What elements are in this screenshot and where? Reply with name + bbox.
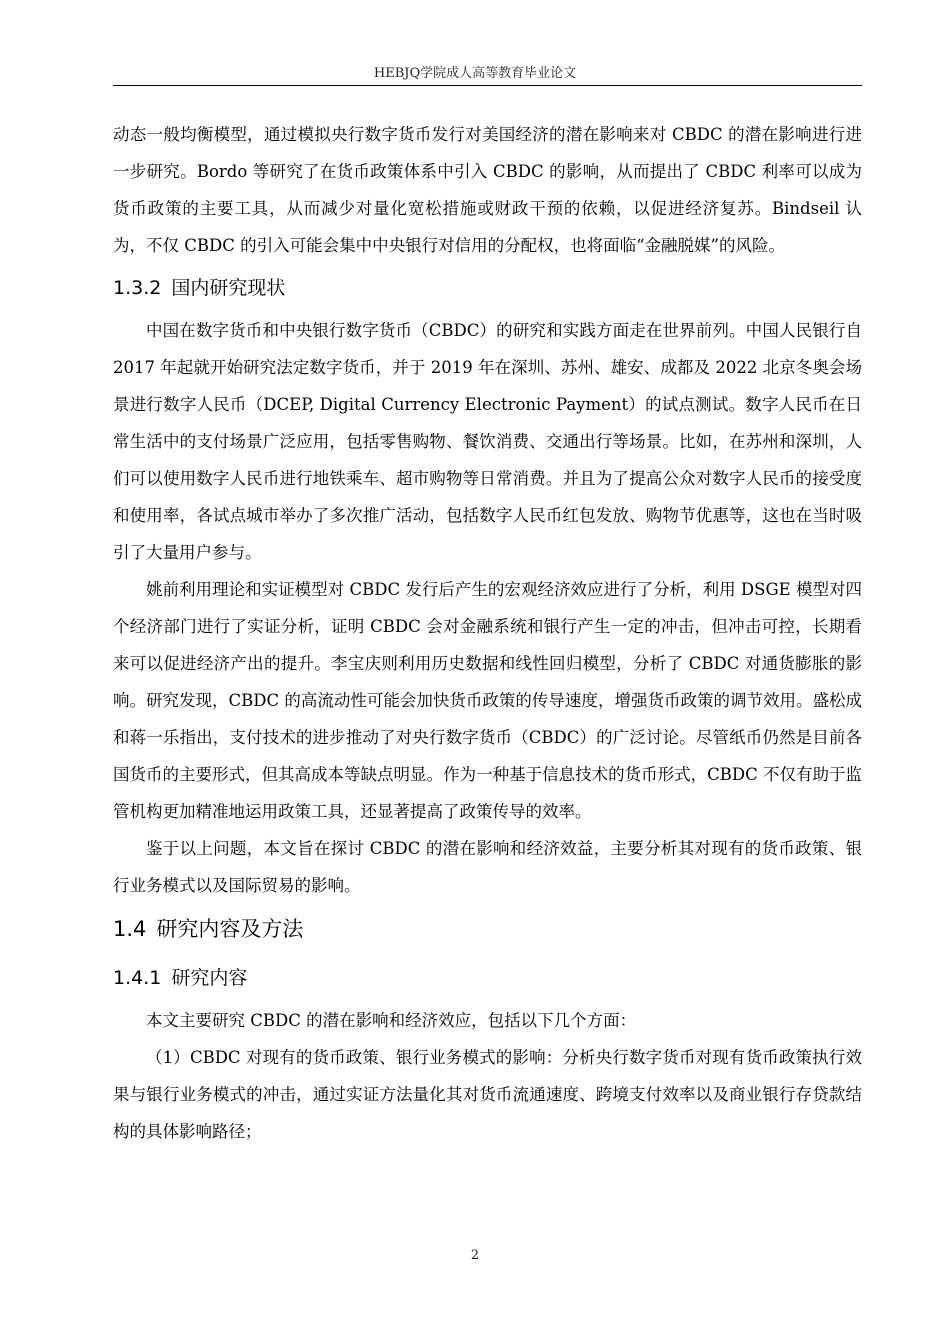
- header-rule: [113, 85, 862, 86]
- heading-number: 1.4.1: [113, 967, 162, 989]
- heading-title: 国内研究现状: [171, 277, 286, 299]
- paragraph-research-intro: 本文主要研究 CBDC 的潜在影响和经济效应，包括以下几个方面：: [146, 1011, 637, 1030]
- page-number: 2: [470, 1248, 480, 1263]
- heading-title: 研究内容: [171, 967, 248, 989]
- paragraph-aim: 鉴于以上问题，本文旨在探讨 CBDC 的潜在影响和经济效益，主要分析其对现有的货币政策、银行业务模式以及国际贸易的影响。: [113, 839, 862, 895]
- heading-number: 1.3.2: [113, 277, 162, 299]
- heading-title: 研究内容及方法: [156, 917, 304, 941]
- document-body: [113, 116, 862, 1150]
- heading-number: 1.4: [113, 917, 147, 941]
- heading-1-4-1: [113, 954, 862, 1002]
- heading-1-4: [113, 904, 862, 954]
- paragraph-domestic-research: 中国在数字货币和中央银行数字货币（CBDC）的研究和实践方面走在世界前列。中国人民银行自 2017 年起就开始研究法定数字货币，并于 2019 年在深圳、苏州、雄安、成都及 2022 北京冬奥会场景进行数字人民币（DCEP, Digital Currency Electronic Payment）的试点测试。数字人民币在日常生活中的支付场景广泛应用，包括零售购物、餐饮消费、交通出行等场景。比如，在苏州和深圳，人们可以使用数字人民币进行地铁乘车、超市购物等日常消费。并且为了提高公众对数字人民币的接受度和使用率，各试点城市举办了多次推广活动，包括数字人民币红包发放、购物节优惠等，这也在当时吸引了大量用户参与。: [113, 321, 862, 562]
- paragraph-continuation: 动态一般均衡模型，通过模拟央行数字货币发行对美国经济的潜在影响来对 CBDC 的潜在影响进行进一步研究。Bordo 等研究了在货币政策体系中引入 CBDC 的影响，从而提出了 CBDC 利率可以成为货币政策的主要工具，从而减少对量化宽松措施或财政干预的依赖，以促进经济复苏。Bindseil 认为，不仅 CBDC 的引入可能会集中中央银行对信用的分配权，也将面临“金融脱媒”的风险。: [113, 125, 862, 255]
- paragraph-research-item-1: （1）CBDC 对现有的货币政策、银行业务模式的影响：分析央行数字货币对现有货币政策执行效果与银行业务模式的冲击，通过实证方法量化其对货币流通速度、跨境支付效率以及商业银行存贷款结构的具体影响路径；: [113, 1048, 862, 1141]
- running-header: HEBJQ学院成人高等教育毕业论文: [373, 66, 577, 81]
- heading-1-3-2: [113, 264, 862, 312]
- paragraph-empirical-studies: 姚前利用理论和实证模型对 CBDC 发行后产生的宏观经济效应进行了分析，利用 DSGE 模型对四个经济部门进行了实证分析，证明 CBDC 会对金融系统和银行产生一定的冲击，但冲击可控，长期看来可以促进经济产出的提升。李宝庆则利用历史数据和线性回归模型，分析了 CBDC 对通货膨胀的影响。研究发现，CBDC 的高流动性可能会加快货币政策的传导速度，增强货币政策的调节效用。盛松成和蒋一乐指出，支付技术的进步推动了对央行数字货币（CBDC）的广泛讨论。尽管纸币仍然是目前各国货币的主要形式，但其高成本等缺点明显。作为一种基于信息技术的货币形式，CBDC 不仅有助于监管机构更加精准地运用政策工具，还显著提高了政策传导的效率。: [113, 580, 862, 821]
